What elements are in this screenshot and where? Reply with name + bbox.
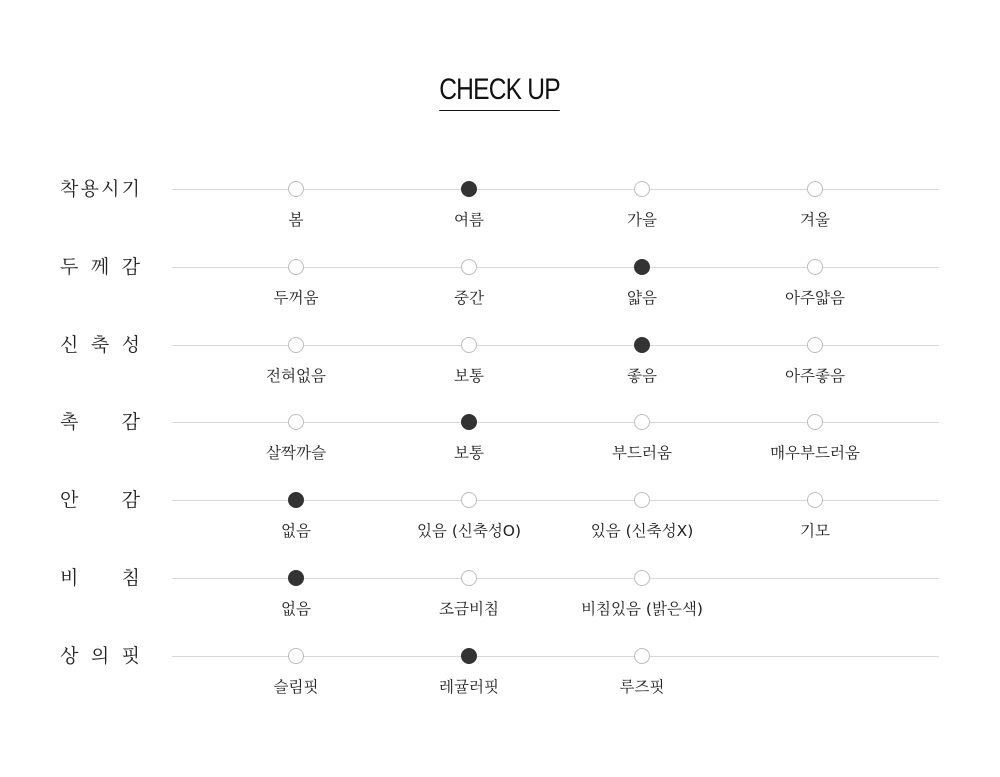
option-label: 가을: [627, 211, 657, 229]
checkup-title-wrap: [0, 72, 1000, 111]
option-label: 레귤러핏: [439, 677, 499, 696]
page-title: CHECK UP: [440, 72, 561, 111]
unselected-dot-icon: [634, 648, 650, 664]
option-label: 봄: [288, 211, 304, 229]
option-label: 슬림핏: [273, 677, 319, 696]
selected-dot-icon: [461, 414, 477, 430]
row-label: [60, 644, 140, 668]
unselected-dot-icon: [461, 337, 477, 353]
option-label: 아주얇음: [785, 288, 845, 307]
unselected-dot-icon: [634, 492, 650, 508]
checkup-row: [0, 178, 1000, 249]
row-label-char: 착: [60, 178, 79, 200]
option-label: 겨울: [800, 211, 830, 229]
row-label: [60, 488, 140, 512]
checkup-row: [0, 411, 1000, 482]
selected-dot-icon: [461, 648, 477, 664]
unselected-dot-icon: [634, 181, 650, 197]
selected-dot-icon: [461, 181, 477, 197]
unselected-dot-icon: [807, 181, 823, 197]
unselected-dot-icon: [634, 414, 650, 430]
option-label: 살짝까슬: [266, 444, 326, 463]
option-label: 두꺼움: [273, 288, 319, 307]
selected-dot-icon: [288, 492, 304, 508]
unselected-dot-icon: [807, 492, 823, 508]
option-label: 있음 (신축성X): [590, 522, 694, 541]
option-label: 아주좋음: [785, 366, 845, 385]
unselected-dot-icon: [288, 648, 304, 664]
unselected-dot-icon: [461, 492, 477, 508]
row-label-char: 용: [80, 178, 99, 200]
row-label-char: 안: [60, 489, 79, 512]
option-label: 없음: [281, 600, 311, 618]
row-label-char: 시: [101, 178, 120, 200]
row-label: [60, 410, 140, 434]
option-label: 얇음: [627, 288, 657, 307]
unselected-dot-icon: [807, 414, 823, 430]
option-label: 보통: [454, 366, 484, 385]
row-label-char: 비: [60, 567, 79, 589]
option-label: 비침있음 (밝은색): [581, 600, 703, 618]
row-label: [60, 255, 140, 279]
option-label: 기모: [800, 522, 830, 541]
checkup-row: [0, 489, 1000, 560]
unselected-dot-icon: [288, 181, 304, 197]
option-label: 부드러움: [612, 444, 672, 463]
row-label-char: 신: [60, 333, 79, 356]
unselected-dot-icon: [288, 414, 304, 430]
row-label: [60, 177, 140, 201]
unselected-dot-icon: [807, 337, 823, 353]
row-label-char: 상: [60, 644, 79, 667]
unselected-dot-icon: [288, 337, 304, 353]
row-label-char: 감: [121, 255, 140, 278]
option-label: 보통: [454, 444, 484, 463]
selected-dot-icon: [634, 259, 650, 275]
row-label-char: 감: [121, 411, 140, 434]
option-label: 있음 (신축성O): [416, 522, 522, 541]
selected-dot-icon: [634, 337, 650, 353]
row-label-char: 촉: [60, 411, 79, 434]
option-label: 루즈핏: [619, 677, 665, 696]
row-label-char: 성: [121, 333, 140, 356]
option-label: 좋음: [627, 366, 657, 385]
checkup-row: [0, 644, 1000, 716]
option-label: 매우부드러움: [770, 444, 860, 463]
option-label: 전혀없음: [266, 366, 326, 385]
option-label: 없음: [281, 522, 311, 541]
row-label-char: 감: [121, 489, 140, 512]
row-label-char: 침: [121, 567, 140, 589]
selected-dot-icon: [288, 570, 304, 586]
row-label-char: 기: [121, 178, 140, 200]
row-label-char: 두: [60, 255, 79, 278]
row-label-char: 께: [90, 255, 110, 278]
unselected-dot-icon: [461, 570, 477, 586]
option-label: 여름: [454, 211, 484, 229]
checkup-row: [0, 333, 1000, 405]
row-label: [60, 566, 140, 590]
row-label-char: 축: [90, 333, 110, 356]
unselected-dot-icon: [461, 259, 477, 275]
checkup-row: [0, 567, 1000, 638]
option-label: 중간: [454, 288, 484, 307]
row-label-char: 핏: [121, 644, 140, 667]
unselected-dot-icon: [807, 259, 823, 275]
unselected-dot-icon: [634, 570, 650, 586]
row-label-char: 의: [90, 644, 110, 667]
option-label: 조금비침: [439, 600, 499, 618]
unselected-dot-icon: [288, 259, 304, 275]
checkup-row: [0, 255, 1000, 327]
row-label: [60, 333, 140, 357]
